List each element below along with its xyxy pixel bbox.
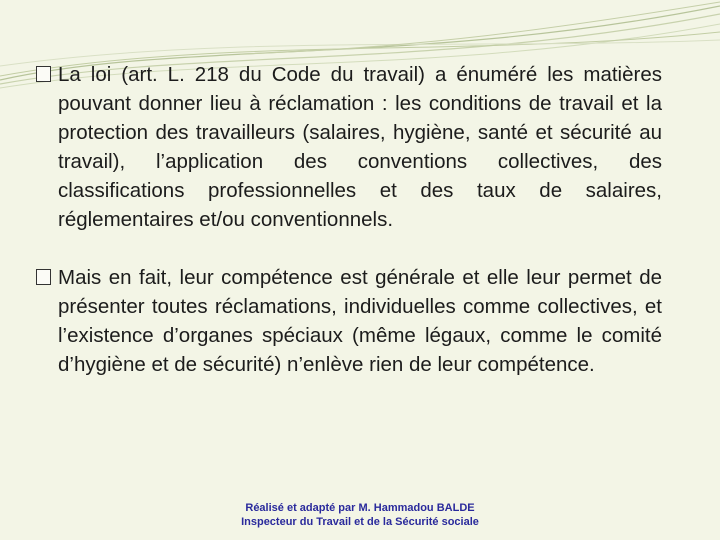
paragraph-general-competence xyxy=(36,263,662,379)
footer-role: Inspecteur du Travail et de la Sécurité sociale xyxy=(241,516,479,528)
paragraph-text: La loi (art. L. 218 du Code du travail) a énuméré les matières pouvant donner lieu à réclamation : les conditions de travail et la protection des travailleurs (salaires, hygiène, santé et sécurité au travail), l’application des conventions collectives, des classifications professionnelles et des taux de salaires, réglementaires et/ou conventionnels. xyxy=(58,63,662,231)
footer-credit xyxy=(160,501,560,529)
paragraph-reclamation-matters xyxy=(36,60,662,234)
paragraph-text: Mais en fait, leur compétence est générale et elle leur permet de présenter toutes réclamations, individuelles comme collectives, et l’existence d’organes spéciaux (même légaux, comme le comité d’hygiène et de sécurité) n’enlève rien de leur compétence. xyxy=(58,266,662,376)
square-bullet-icon xyxy=(36,66,51,82)
square-bullet-icon xyxy=(36,269,51,285)
footer-author: Réalisé et adapté par M. Hammadou BALDE xyxy=(245,502,475,514)
slide-body xyxy=(36,60,662,408)
